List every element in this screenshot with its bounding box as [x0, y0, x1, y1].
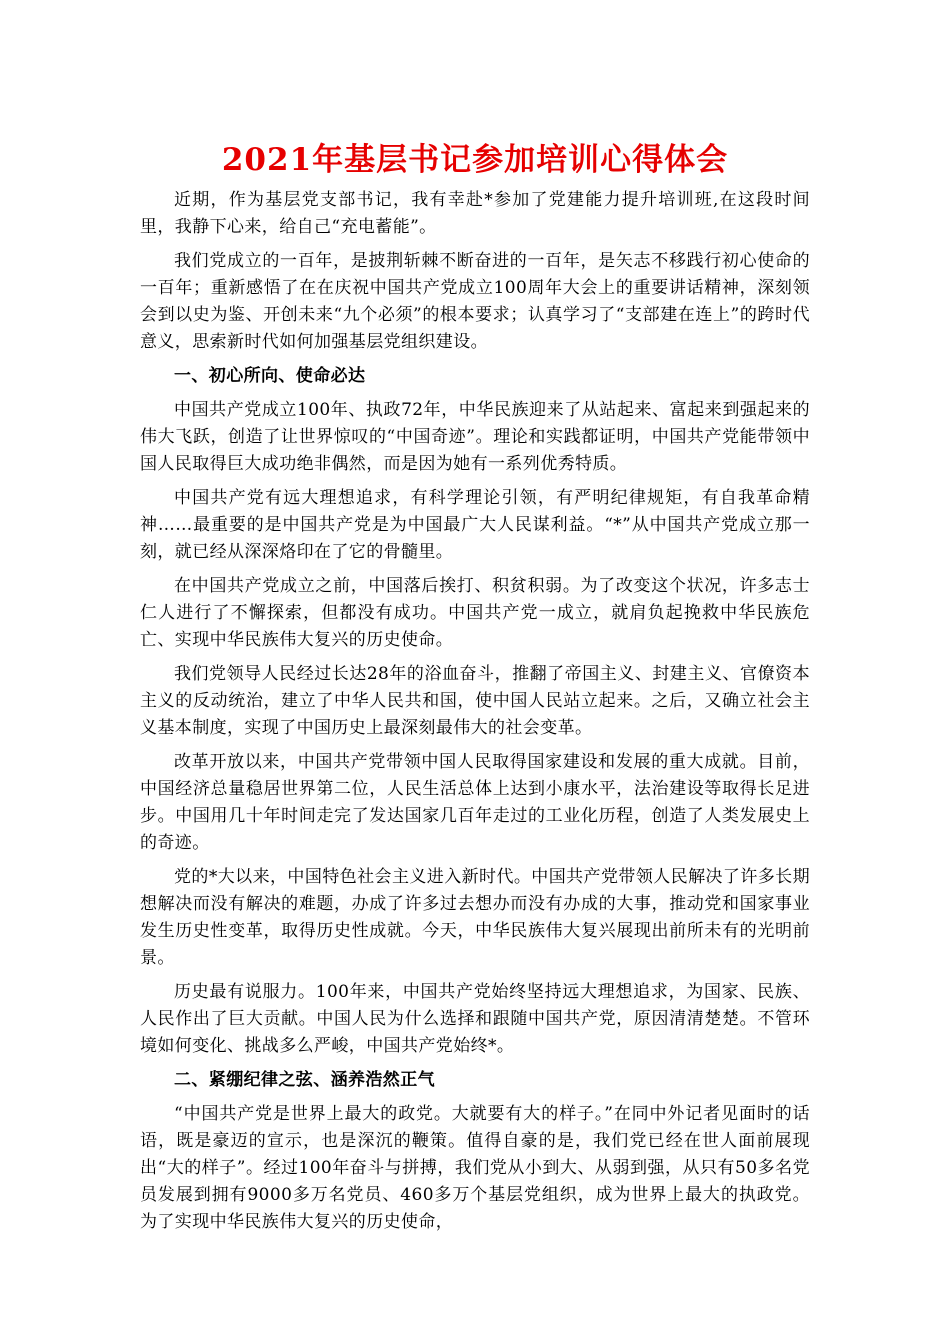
section-heading: 一、初心所向、使命必达 [174, 366, 366, 386]
document-body [140, 187, 810, 1243]
section-heading: 二、紧绷纪律之弦、涵养浩然正气 [174, 1070, 435, 1090]
document-title: 2021年基层书记参加培训心得体会 [221, 142, 729, 178]
paragraph: 改革开放以来，中国共产党带领中国人民取得国家建设和发展的重大成就。目前，中国经济总量稳居世界第二位，人民生活总体上达到小康水平，法治建设等取得长足进步。中国用几十年时间走完了发达国家几百年走过的工业化历程，创造了人类发展史上的奇迹。 [140, 752, 810, 853]
paragraph: 近期，作为基层党支部书记，我有幸赴*参加了党建能力提升培训班,在这段时间里，我静下心来，给自己“充电蓄能”。 [140, 190, 810, 237]
paragraph: 我们党成立的一百年，是披荆斩棘不断奋进的一百年，是矢志不移践行初心使命的一百年；重新感悟了在在庆祝中国共产党成立100周年大会上的重要讲话精神，深刻领会到以史为鉴、开创未来“九个必须”的根本要求；认真学习了“支部建在连上”的跨时代意义，思索新时代如何加强基层党组织建设。 [140, 251, 810, 352]
paragraph: 中国共产党有远大理想追求，有科学理论引领，有严明纪律规矩，有自我革命精神……最重要的是中国共产党是为中国最广大人民谋利益。“*”从中国共产党成立那一刻，就已经从深深烙印在了它的骨髓里。 [140, 488, 810, 562]
paragraph: 历史最有说服力。100年来，中国共产党始终坚持远大理想追求，为国家、民族、人民作出了巨大贡献。中国人民为什么选择和跟随中国共产党，原因清清楚楚。不管环境如何变化、挑战多么严峻，中国共产党始终*。 [140, 982, 810, 1056]
paragraph: 我们党领导人民经过长达28年的浴血奋斗，推翻了帝国主义、封建主义、官僚资本主义的反动统治，建立了中华人民共和国，使中国人民站立起来。之后，又确立社会主义基本制度，实现了中国历史上最深刻最伟大的社会变革。 [140, 664, 810, 738]
paragraph: 党的*大以来，中国特色社会主义进入新时代。中国共产党带领人民解决了许多长期想解决而没有解决的难题，办成了许多过去想办而没有办成的大事，推动党和国家事业发生历史性变革，取得历史性成就。今天，中华民族伟大复兴展现出前所未有的光明前景。 [140, 867, 810, 968]
paragraph: “中国共产党是世界上最大的政党。大就要有大的样子。”在同中外记者见面时的话语，既是豪迈的宣示，也是深沉的鞭策。值得自豪的是，我们党已经在世人面前展现出“大的样子”。经过100年奋斗与拼搏，我们党从小到大、从弱到强，从只有50多名党员发展到拥有9000多万名党员、460多万个基层党组织，成为世界上最大的执政党。为了实现中华民族伟大复兴的历史使命， [140, 1104, 810, 1232]
paragraph: 在中国共产党成立之前，中国落后挨打、积贫积弱。为了改变这个状况，许多志士仁人进行了不懈探索，但都没有成功。中国共产党一成立，就肩负起挽救中华民族危亡、实现中华民族伟大复兴的历史使命。 [140, 576, 810, 650]
paragraph: 中国共产党成立100年、执政72年，中华民族迎来了从站起来、富起来到强起来的伟大飞跃，创造了让世界惊叹的“中国奇迹”。理论和实践都证明，中国共产党能带领中国人民取得巨大成功绝非偶然，而是因为她有一系列优秀特质。 [140, 400, 810, 474]
